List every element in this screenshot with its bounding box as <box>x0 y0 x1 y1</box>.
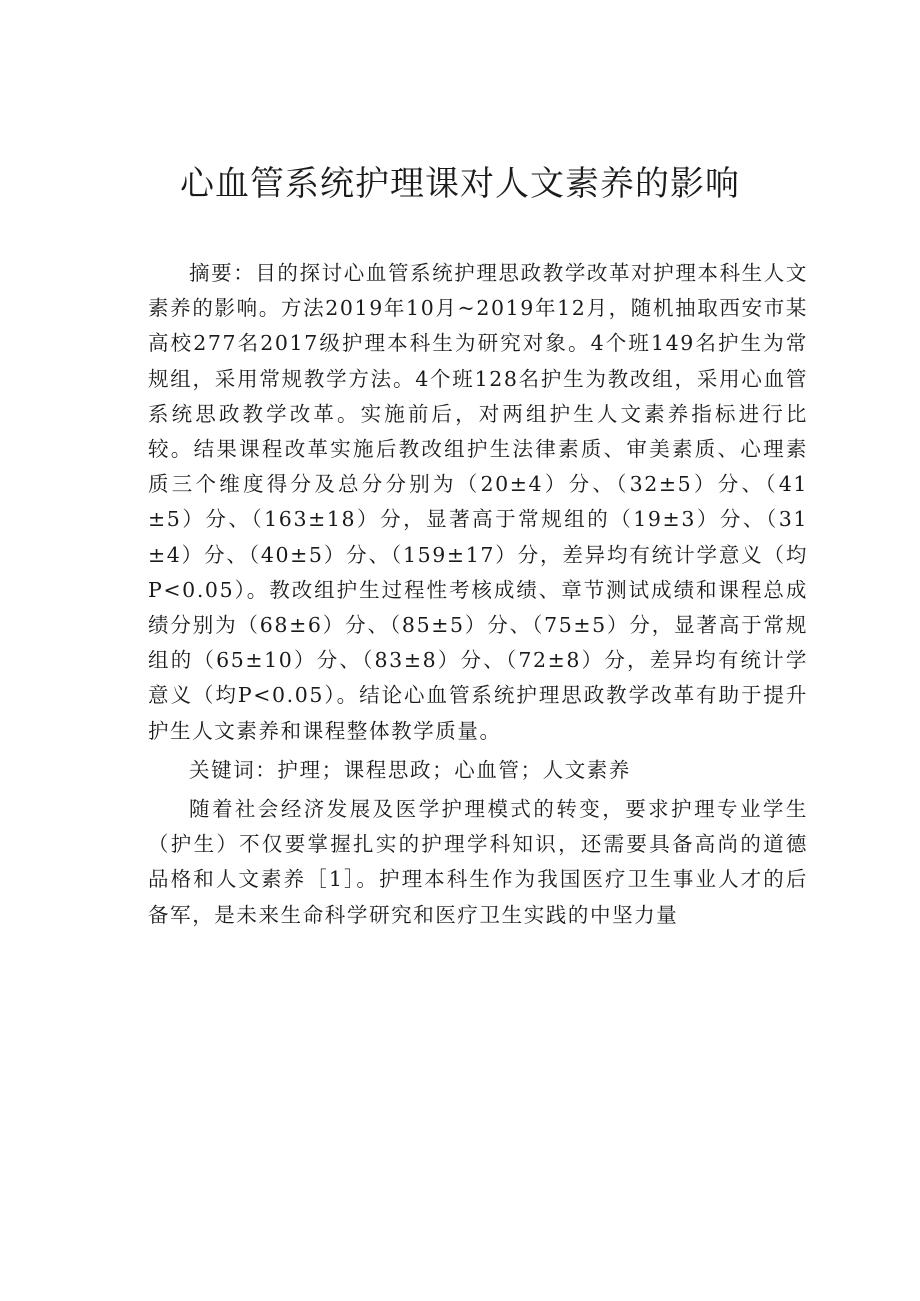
introduction-paragraph: 随着社会经济发展及医学护理模式的转变，要求护理专业学生（护生）不仅要掌握扎实的护理学科知识，还需要具备高尚的道德品格和人文素养［1］。护理本科生作为我国医疗卫生事业人才的后备军，是未来生命科学研究和医疗卫生实践的中坚力量 <box>148 797 808 927</box>
paper-body <box>148 256 808 933</box>
keywords-line: 关键词：护理；课程思政；心血管；人文素养 <box>189 757 631 782</box>
paper-title: 心血管系统护理课对人文素养的影响 <box>180 164 740 204</box>
abstract-paragraph: 摘要：目的探讨心血管系统护理思政教学改革对护理本科生人文素养的影响。方法2019年10月~2019年12月，随机抽取西安市某高校277名2017级护理本科生为研究对象。4个班149名护生为常规组，采用常规教学方法。4个班128名护生为教改组，采用心血管系统思政教学改革。实施前后，对两组护生人文素养指标进行比较。结果课程改革实施后教改组护生法律素质、审美素质、心理素质三个维度得分及总分分别为（20±4）分、（32±5）分、（41±5）分、（163±18）分，显著高于常规组的（19±3）分、（31±4）分、（40±5）分、（159±17）分，差异均有统计学意义（均P<0.05）。教改组护生过程性考核成绩、章节测试成绩和课程总成绩分别为（68±6）分、（85±5）分、（75±5）分，显著高于常规组的（65±10）分、（83±8）分、（72±8）分，差异均有统计学意义（均P<0.05）。结论心血管系统护理思政教学改革有助于提升护生人文素养和课程整体教学质量。 <box>148 261 808 743</box>
